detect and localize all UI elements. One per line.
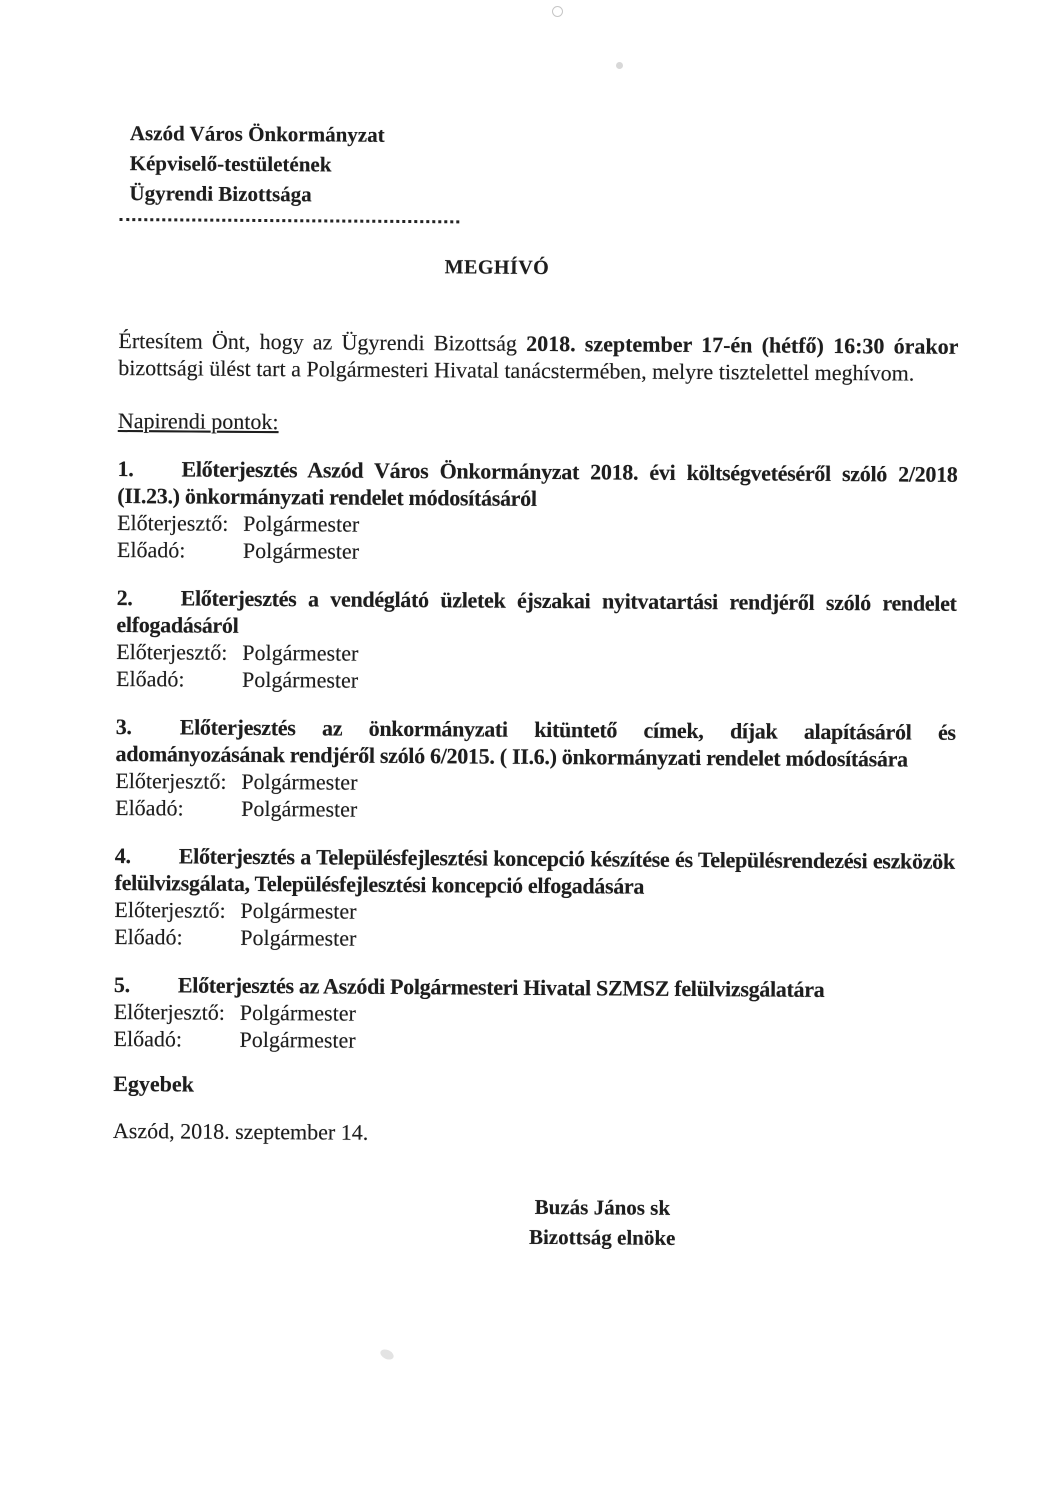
presenter-value: Polgármester: [239, 999, 356, 1026]
intro-line-2: bizottsági ülést tart a Polgármesteri Hivatal tanácstermében, melyre tisztelettel meghívom.: [118, 354, 915, 386]
speaker-label: Előadó:: [114, 923, 183, 950]
presenter-label: Előterjesztő:: [114, 896, 226, 923]
item-number: 3.: [115, 713, 132, 740]
presenter-value: Polgármester: [241, 768, 358, 795]
letterhead-line-1: Aszód Város Önkormányzat: [129, 121, 385, 147]
item-title-line-2: felülvizsgálata, Településfejlesztési koncepció elfogadására: [114, 869, 645, 899]
speaker-label: Előadó:: [113, 1025, 183, 1052]
presenter-value: Polgármester: [240, 897, 357, 924]
speaker-value: Polgármester: [242, 537, 360, 564]
speaker-value: Polgármester: [240, 924, 357, 951]
speaker-row: [115, 794, 955, 827]
item-number: 4.: [114, 842, 131, 869]
intro-paragraph: [118, 327, 958, 387]
item-title-text: Előterjesztés az önkormányzati kitüntető címek, díjak alapításáról és: [179, 714, 956, 745]
speaker-row: [117, 536, 957, 569]
presenter-label: Előterjesztő:: [113, 998, 226, 1025]
scan-artifact: [552, 6, 563, 17]
presenter-label: Előterjesztő:: [116, 638, 228, 665]
letterhead: [129, 118, 960, 214]
signature-title: Bizottság elnöke: [528, 1224, 676, 1250]
speaker-value: Polgármester: [241, 666, 359, 693]
dotted-separator: [119, 218, 459, 223]
item-title-line-2: adományozásának rendjéről szóló 6/2015. ( II.6.) önkormányzati rendelet módosítására: [115, 740, 908, 772]
agenda-item: [116, 584, 957, 698]
speaker-label: Előadó:: [116, 536, 186, 563]
item-title-text: Előterjesztés az Aszódi Polgármesteri Hivatal SZMSZ felülvizsgálatára: [177, 972, 825, 1002]
agenda-item: [115, 713, 956, 827]
item-title-text: Előterjesztés a Településfejlesztési koncepció készítése és Településrendezési eszközök: [178, 843, 955, 874]
agenda-heading: Napirendi pontok:: [117, 407, 279, 435]
date-line: Aszód, 2018. szeptember 14.: [112, 1117, 369, 1145]
scan-artifact: [379, 1347, 395, 1361]
item-number: 5.: [113, 971, 130, 998]
speaker-value: Polgármester: [239, 1026, 356, 1053]
signature-block: [452, 1191, 752, 1253]
other-items-label: Egyebek: [113, 1070, 195, 1097]
presenter-label: Előterjesztő:: [115, 767, 227, 794]
item-title-line-2: (II.23.) önkormányzati rendelet módosításáról: [117, 482, 537, 511]
speaker-row: [114, 923, 954, 956]
agenda-item: [117, 455, 958, 569]
presenter-label: Előterjesztő:: [117, 509, 229, 536]
scan-artifact: [616, 62, 623, 69]
item-number: 1.: [117, 455, 134, 482]
speaker-label: Előadó:: [115, 794, 184, 821]
speaker-value: Polgármester: [241, 795, 358, 822]
signature-name: Buzás János sk: [534, 1194, 671, 1220]
intro-line-1-regular: Értesítem Önt, hogy az Ügyrendi Bizottság: [118, 327, 527, 356]
agenda-item: [114, 842, 955, 956]
document-title: MEGHÍVÓ: [444, 256, 550, 280]
item-title: [115, 842, 955, 902]
item-title: [116, 584, 956, 644]
item-title-text: Előterjesztés Aszód Város Önkormányzat 2018. évi költségvetéséről szóló 2/2018: [181, 456, 958, 487]
agenda-item: [113, 971, 954, 1058]
item-title: [117, 455, 957, 515]
speaker-row: [113, 1025, 953, 1058]
speaker-label: Előadó:: [115, 665, 185, 692]
intro-meeting-datetime: 2018. szeptember 17-én (hétfő) 16:30 órakor: [526, 330, 959, 359]
item-number: 2.: [116, 584, 133, 611]
speaker-row: [116, 665, 956, 698]
document-content: [112, 118, 960, 1255]
item-title-line-2: elfogadásáról: [116, 611, 239, 638]
item-title-text: Előterjesztés a vendéglátó üzletek éjszakai nyitvatartási rendjéről szóló rendelet: [180, 585, 957, 616]
letterhead-line-2: Képviselő-testületének: [129, 151, 332, 177]
presenter-value: Polgármester: [242, 639, 359, 666]
letterhead-line-3: Ügyrendi Bizottsága: [129, 181, 312, 207]
item-title: [115, 713, 955, 773]
presenter-value: Polgármester: [243, 510, 360, 537]
